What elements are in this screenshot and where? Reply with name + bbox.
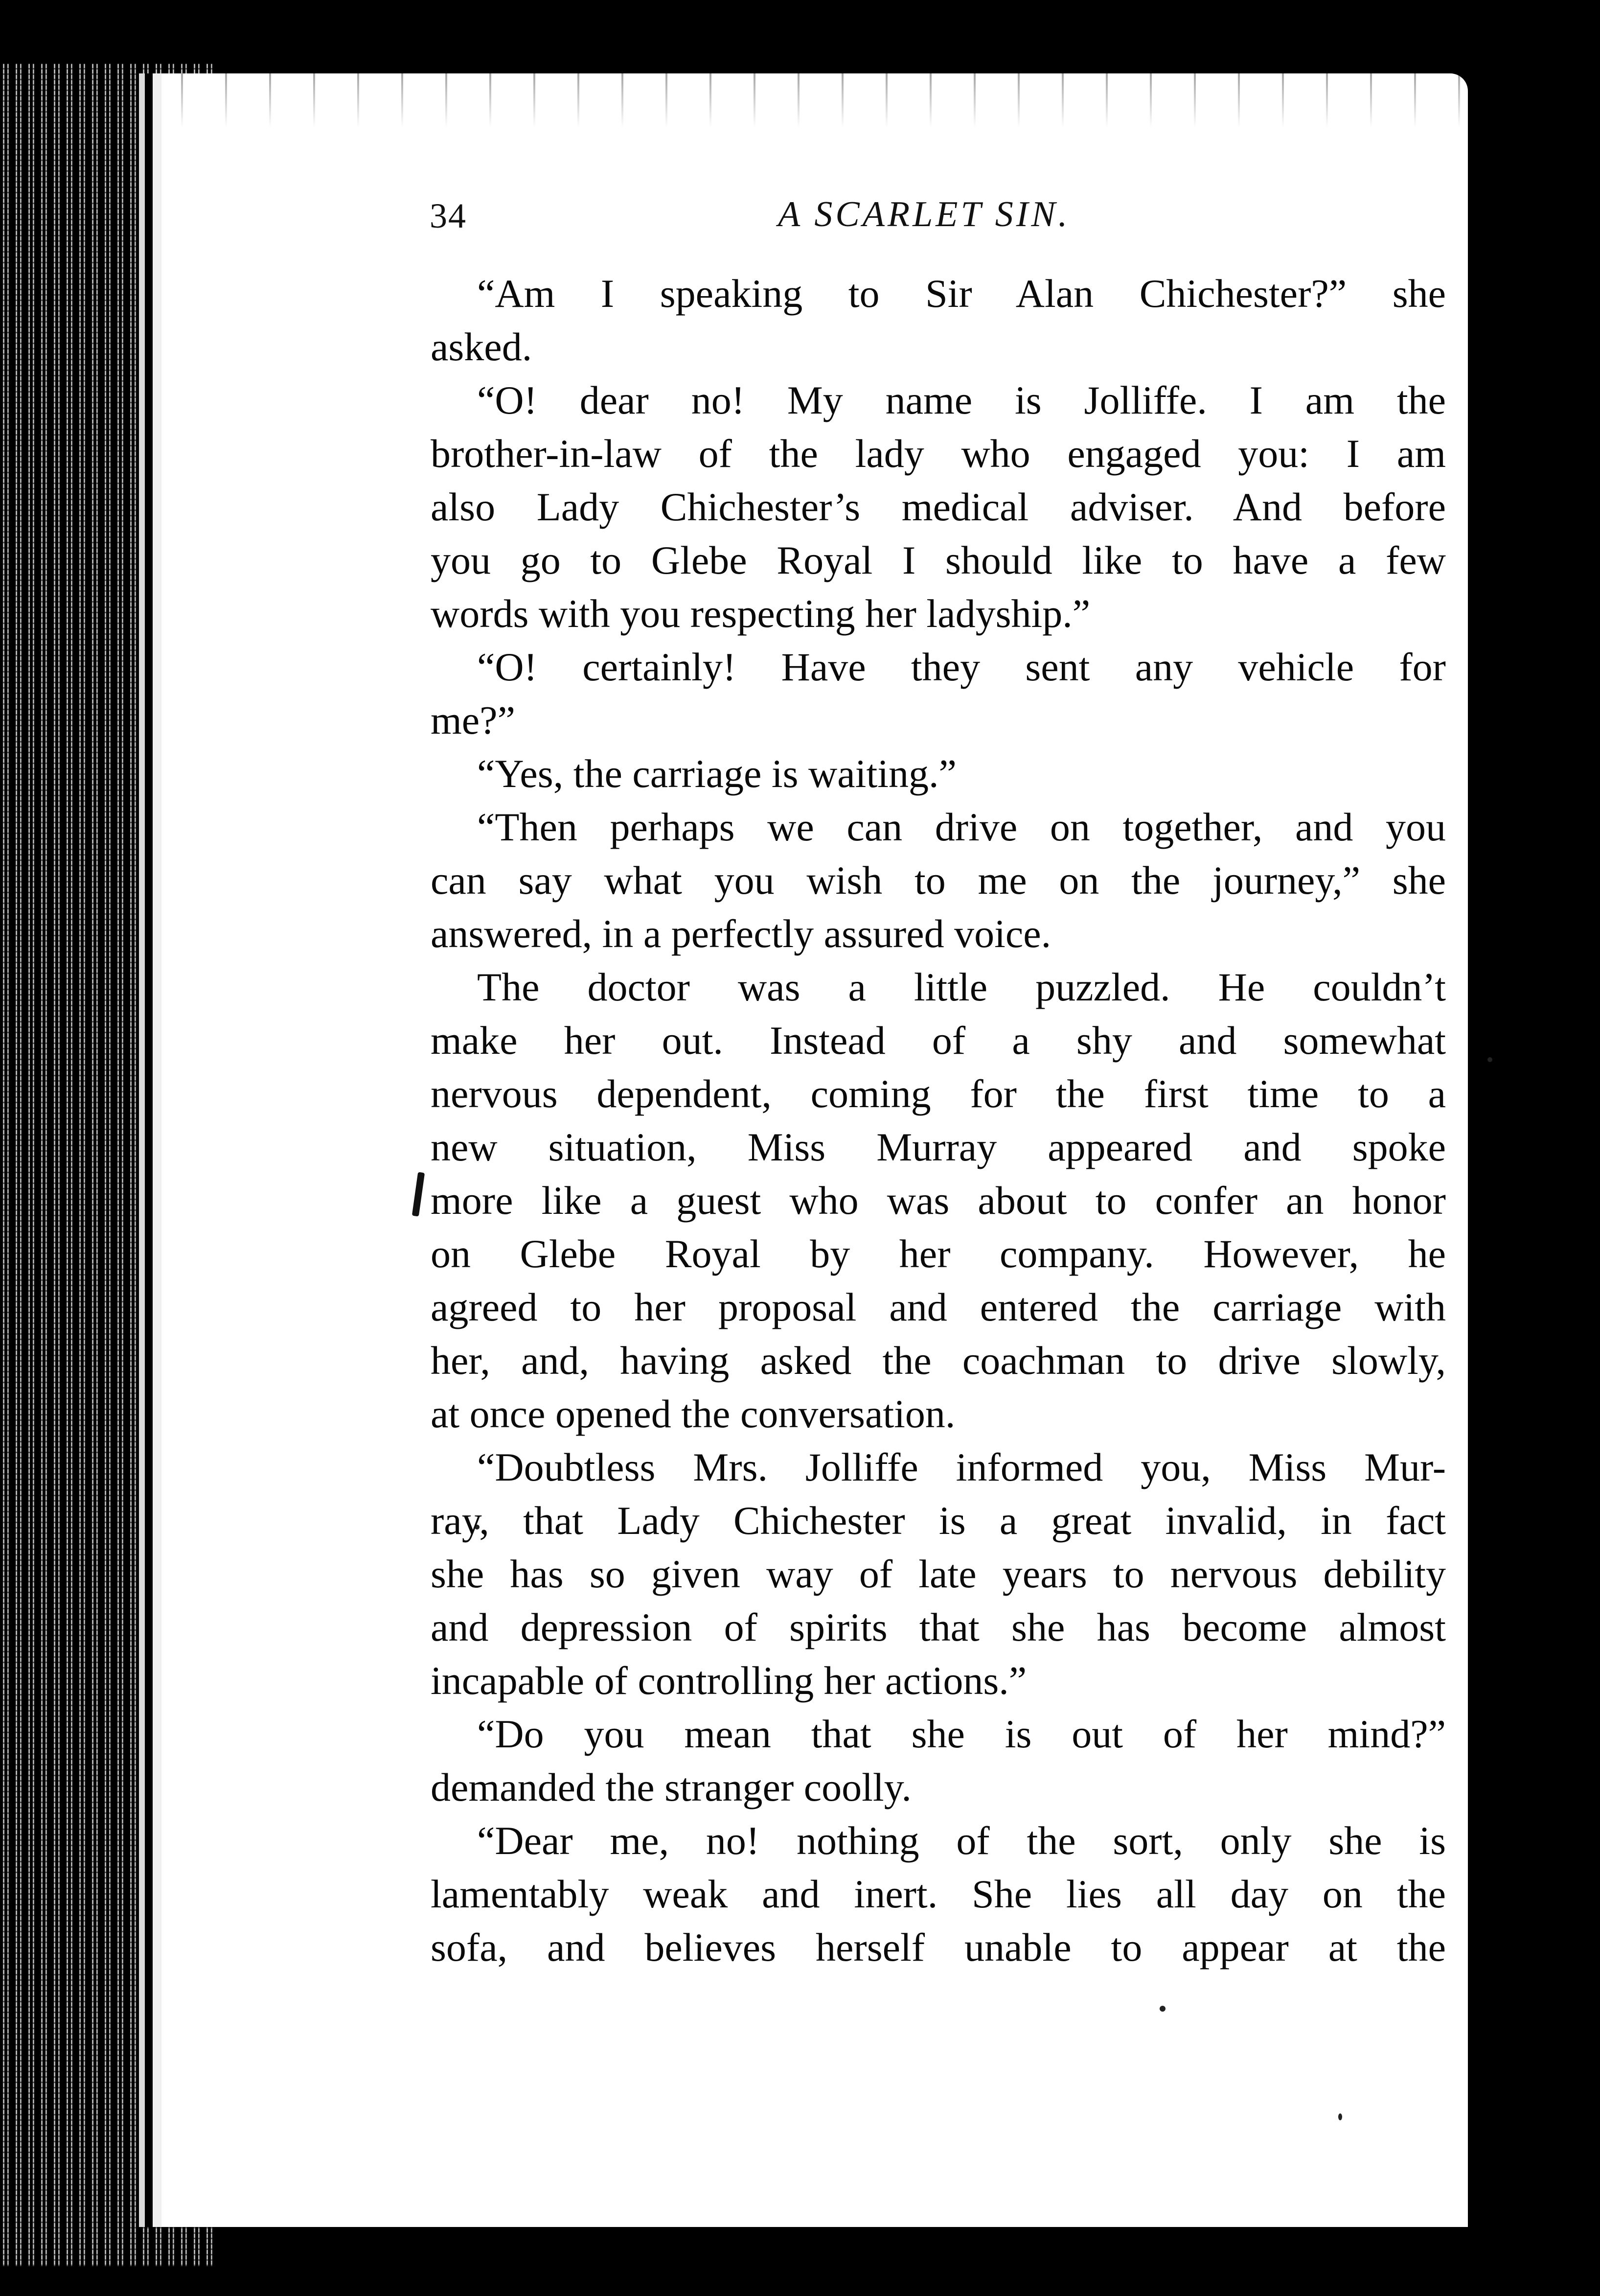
text-line: The doctor was a little puzzled. He couldn’t <box>477 965 1446 1009</box>
text-line: “Do you mean that she is out of her mind?” <box>477 1712 1446 1756</box>
text-line: “Then perhaps we can drive on together, and you <box>477 805 1446 849</box>
text-line: on Glebe Royal by her company. However, he <box>431 1231 1446 1276</box>
scan-noise-top <box>161 73 1468 127</box>
text-line: “Am I speaking to Sir Alan Chichester?” she <box>477 271 1446 316</box>
text-line: lamentably weak and inert. She lies all day on the <box>431 1872 1446 1916</box>
scan-speck <box>1338 2113 1342 2120</box>
text-line: and depression of spirits that she has become almost <box>431 1605 1446 1649</box>
text-line: asked. <box>431 325 532 369</box>
text-line: her, and, having asked the coachman to drive slowly, <box>431 1338 1446 1383</box>
text-line: “O! certainly! Have they sent any vehicle for <box>477 645 1446 689</box>
text-line: answered, in a perfectly assured voice. <box>431 911 1051 956</box>
text-line: also Lady Chichester’s medical adviser. And before <box>431 485 1446 529</box>
text-line: “Dear me, no! nothing of the sort, only she is <box>477 1818 1446 1863</box>
text-line: “O! dear no! My name is Jolliffe. I am the <box>477 378 1446 422</box>
text-line: sofa, and believes herself unable to appear at the <box>431 1925 1446 1970</box>
text-line: she has so given way of late years to nervous debility <box>431 1552 1446 1596</box>
text-line: incapable of controlling her actions.” <box>431 1658 1027 1703</box>
scan-speck <box>1487 1057 1492 1062</box>
text-line: me?” <box>431 698 515 742</box>
text-line: can say what you wish to me on the journey,” she <box>431 858 1446 903</box>
text-line: “Doubtless Mrs. Jolliffe informed you, Miss Mur- <box>477 1445 1446 1489</box>
scan-speck <box>1160 2006 1166 2012</box>
text-line: more like a guest who was about to confer an honor <box>431 1178 1446 1223</box>
text-line: you go to Glebe Royal I should like to have a few <box>431 538 1446 582</box>
text-line: “Yes, the carriage is waiting.” <box>477 751 957 796</box>
text-line: agreed to her proposal and entered the carriage with <box>431 1285 1446 1329</box>
scan-border-right <box>1468 73 1600 2227</box>
body-text <box>431 267 1446 1974</box>
text-line: make her out. Instead of a shy and somewhat <box>431 1018 1446 1063</box>
running-title: A SCARLET SIN. <box>778 194 1071 234</box>
text-line: demanded the stranger coolly. <box>431 1765 912 1809</box>
text-line: at once opened the conversation. <box>431 1392 956 1436</box>
text-line: words with you respecting her ladyship.” <box>431 591 1091 636</box>
text-line: nervous dependent, coming for the first time to a <box>431 1071 1446 1116</box>
text-line: new situation, Miss Murray appeared and spoke <box>431 1125 1446 1169</box>
text-line: ray, that Lady Chichester is a great invalid, in fact <box>431 1498 1446 1543</box>
page-number: 34 <box>430 196 467 235</box>
text-line: brother-in-law of the lady who engaged you: I am <box>431 431 1446 476</box>
